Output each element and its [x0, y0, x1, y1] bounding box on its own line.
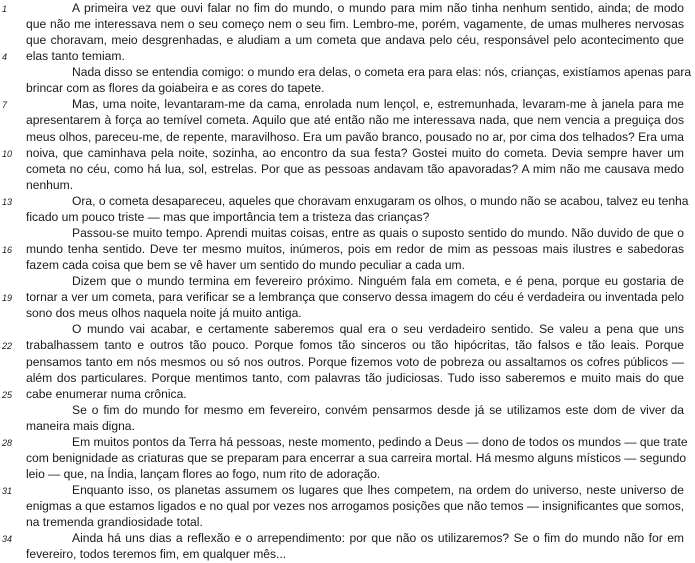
text-line: pensamos tanto em nós mesmos ou só nos outros. Porque fizemos voto de pobreza ou assaltamos os cofres públicos —	[26, 354, 684, 369]
text-line: Ora, o cometa desapareceu, aqueles que choravam enxugaram os olhos, o mundo não se acabou, talvez eu tenha	[72, 193, 689, 208]
line-number: 16	[2, 245, 13, 256]
text-line: cometa no céu, como há lua, sol, estrelas. Por que as pessoas andavam tão apavoradas? A mim não me causava medo	[26, 161, 684, 176]
text-line: apresentarem à força ao temível cometa. Aquilo que até então não me interessava nada, que nem vencia a preguiça dos	[26, 113, 684, 128]
text-line: noiva, que caminhava pela noite, sozinha, ao encontro da sua festa? Gostei muito do cometa. Devia sempre haver um	[26, 145, 684, 160]
text-line: com benignidade as criaturas que se preparam para encerrar a sua carreira mortal. Há mesmo alguns místicos — segundo	[26, 450, 687, 465]
text-line: A primeira vez que ouvi falar no fim do mundo, o mundo para mim não tinha nenhum sentido, ainda; de modo	[72, 1, 684, 15]
text-line: trabalhassem tanto e outros tão pouco. Porque fomos tão sinceros ou tão hipócritas, tão falsos e tão leais. Porque	[26, 338, 684, 353]
text-line: na tremenda grandiosidade total.	[26, 515, 203, 530]
line-number: 19	[2, 293, 13, 304]
text-line: tornar a ver um cometa, para verificar se a lembrança que conservo dessa imagem do céu é verdadeira ou inventada pelo	[26, 290, 684, 305]
text-line: brincar com as flores da goiabeira e as cores do tapete.	[26, 81, 325, 96]
text-line: nenhum.	[26, 177, 74, 192]
text-line: Nada disso se entendia comigo: o mundo era delas, o cometa era para elas: nós, crianças, existíamos apenas para	[72, 65, 692, 80]
text-line: leio — que, na Índia, lançam flores ao fogo, num rito de adoração.	[26, 467, 381, 482]
text-line: Enquanto isso, os planetas assumem os lugares que lhes competem, na ordem do universo, neste universo de	[72, 483, 684, 498]
text-line: além dos particulares. Porque mentimos tanto, com palavras tão judiciosas. Tudo isso saberemos e muito mais do que	[26, 370, 684, 385]
text-line: Ainda há uns dias a reflexão e o arrependimento: por que não os utilizaremos? Se o fim do mundo não for em	[72, 531, 684, 546]
text-line: mundo tenha sentido. Deve ter mesmo muitos, inúmeros, pois em redor de mim as pessoas mais ilustres e sabedoras	[26, 242, 684, 257]
text-line: meus olhos, pareceu-me, de repente, maravilhoso. Era um pavão branco, pousado no ar, por cima dos telhados? Era uma	[26, 129, 684, 144]
text-line: maneira mais digna.	[26, 418, 135, 433]
text-line: sono dos meus olhos naquela noite já muito antiga.	[26, 306, 302, 321]
text-line: Passou-se muito tempo. Aprendi muitas coisas, entre as quais o suposto sentido do mundo. Não duvido de que o	[72, 225, 684, 240]
line-number: 1	[2, 4, 8, 14]
line-number: 31	[2, 486, 13, 497]
line-number: 13	[2, 196, 13, 207]
text-line: Se o fim do mundo for mesmo em fevereiro, convém pensarmos desde já se utilizamos este dom de viver da	[72, 402, 684, 417]
text-line: cabe enumerar numa crônica.	[26, 386, 187, 401]
text-line: enigmas a que estamos ligados e no qual por vezes nos arrogamos posições que não temos — insignificantes que somos,	[26, 499, 685, 514]
text-line: Dizem que o mundo termina em fevereiro próximo. Ninguém fala em cometa, e é pena, porque eu gostaria de	[72, 274, 684, 289]
text-line: que choravam, meio desgrenhadas, e aludiam a um cometa que andava pelo céu, responsável pelo acontecimento que	[26, 33, 684, 48]
text-line: fevereiro, todos teremos fim, em qualquer mês...	[26, 547, 287, 562]
line-number: 28	[2, 437, 13, 448]
line-number: 25	[2, 389, 13, 400]
line-number: 7	[2, 100, 8, 111]
line-number: 4	[2, 52, 8, 63]
text-line: fazem cada coisa que bem se vê haver um sentido do mundo peculiar a cada um.	[26, 258, 465, 273]
text-line: elas tanto temiam.	[26, 49, 125, 64]
line-number: 22	[2, 341, 13, 352]
text-line: ficado um pouco triste — mas que importância tem a tristeza das crianças?	[26, 209, 430, 224]
line-number: 34	[2, 534, 13, 545]
text-line: que não me interessava nem o seu começo nem o seu fim. Lembro-me, porém, vagamente, de umas mulheres nervosas	[26, 17, 684, 32]
text-line: O mundo vai acabar, e certamente saberemos qual era o seu verdadeiro sentido. Se valeu a pena que uns	[72, 322, 684, 337]
text-line: Em muitos pontos da Terra há pessoas, neste momento, pedindo a Deus — dono de todos os mundos — que trate	[72, 434, 688, 449]
line-number: 10	[2, 148, 13, 159]
text-line: Mas, uma noite, levantaram-me da cama, enrolada num lençol, e, estremunhada, levaram-me à janela para me	[72, 97, 684, 112]
